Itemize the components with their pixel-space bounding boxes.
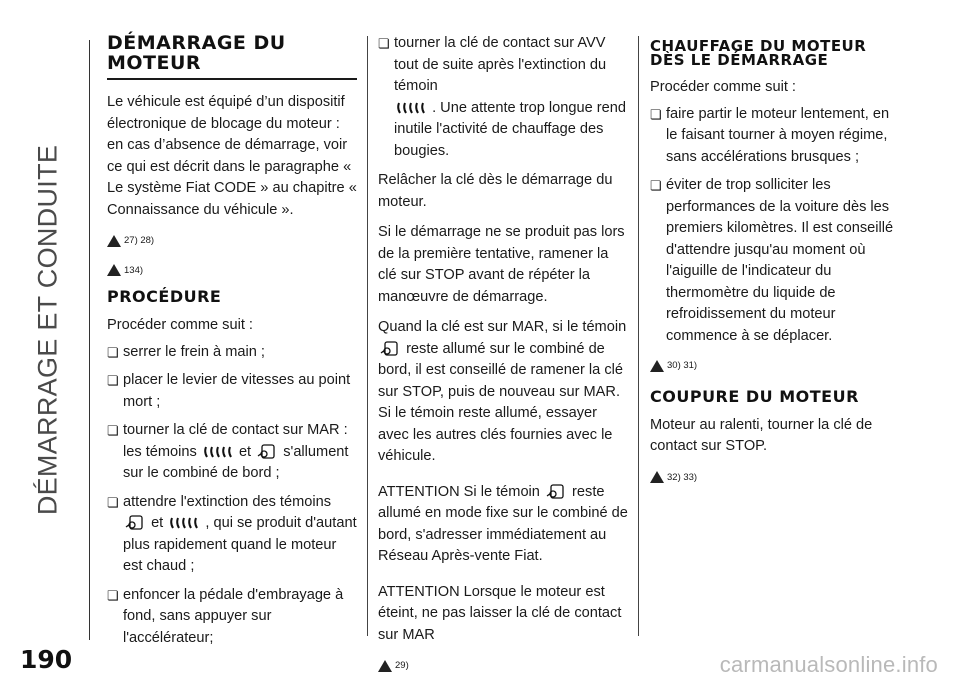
list-item: ❏ tourner la clé de contact sur MAR : les témoins et s'allument sur le combiné de bord ; xyxy=(107,420,357,485)
warmup-list xyxy=(650,104,898,348)
glow-plug-warning-icon xyxy=(203,445,233,459)
warning-triangle-icon xyxy=(107,235,121,247)
warning-ref-text: 30) 31) xyxy=(667,360,698,371)
immobilizer-key-warning-icon xyxy=(546,484,566,500)
column-3 xyxy=(650,33,898,496)
paragraph: Si le démarrage ne se produit pas lors de la première tentative, ramener la clé sur STOP avant de répéter la manœuvre de démarrage. xyxy=(378,224,625,305)
warning-triangle-icon xyxy=(650,471,664,483)
column-2 xyxy=(378,33,630,685)
immobilizer-key-warning-icon xyxy=(380,341,400,357)
intro-paragraph: Le véhicule est équipé d’un dispositif électronique de blocage du moteur : en cas d’absence de démarrage, voir ce qui est décrit dans le paragraphe « Le système Fiat CODE » au chapitre « Connaissance du véhicule ». xyxy=(107,94,357,218)
glow-plug-warning-icon xyxy=(169,516,199,530)
warning-ref-text: 27) 28) xyxy=(124,235,155,246)
warning-ref xyxy=(378,655,630,677)
warning-ref-text: 32) 33) xyxy=(667,471,698,483)
immobilizer-key-warning-icon xyxy=(125,515,145,531)
warning-triangle-icon xyxy=(107,264,121,276)
column-divider xyxy=(367,36,368,636)
paragraph: Moteur au ralenti, tourner la clé de contact sur STOP. xyxy=(650,416,873,454)
list-item: ❏ enfoncer la pédale d'embrayage à fond, sans appuyer sur l'accélérateur; xyxy=(107,585,357,650)
list-item: ❏ faire partir le moteur lentement, en le faisant tourner à moyen régime, sans accélérations brusques ; xyxy=(650,104,898,169)
procedure-list-cont xyxy=(378,33,630,162)
procedure-intro: Procéder comme suit : xyxy=(650,79,796,95)
paragraph: Relâcher la clé dès le démarrage du moteur. xyxy=(378,172,613,210)
column-divider xyxy=(638,36,639,636)
glow-plug-warning-icon xyxy=(396,101,426,115)
section-heading: DÉMARRAGE DU MOTEUR xyxy=(107,33,357,80)
warning-ref xyxy=(107,230,357,252)
list-item: ❏ tourner la clé de contact sur AVV tout de suite après l'extinction du témoin . Une attente trop longue rend inutile l'activité de chauffage des bougies. xyxy=(378,33,630,162)
attention-paragraph: ATTENTION Si le témoin reste allumé en mode fixe sur le combiné de bord, s'adresser immédiatement au Réseau Après-vente Fiat. xyxy=(378,483,628,564)
subsection-heading: CHAUFFAGE DU MOTEUR DÈS LE DÉMARRAGE xyxy=(650,37,867,69)
chapter-title: DÉMARRAGE ET CONDUITE xyxy=(32,144,63,516)
warning-ref-text: 29) xyxy=(395,660,409,671)
warning-ref xyxy=(107,260,357,282)
warning-triangle-icon xyxy=(378,660,392,672)
procedure-list xyxy=(107,342,357,650)
list-item: ❏ éviter de trop solliciter les performances de la voiture dès les premiers kilomètres. Il est conseillé d'attendre jusqu'au moment où l'aiguille de l'indicateur du thermomètre du liquide de refroidissement du moteur commence à se déplacer. xyxy=(650,175,898,347)
paragraph: Quand la clé est sur MAR, si le témoin reste allumé sur le combiné de bord, il est conseillé de ramener la clé sur STOP, puis de nouveau sur MAR. Si le témoin reste allumé, essayer avec les autres clés fournies avec le véhicule. xyxy=(378,319,627,464)
immobilizer-key-warning-icon xyxy=(257,444,277,460)
procedure-intro: Procéder comme suit : xyxy=(107,317,253,333)
attention-paragraph: ATTENTION Lorsque le moteur est éteint, ne pas laisser la clé de contact sur MAR xyxy=(378,583,622,643)
list-item: ❏ placer le levier de vitesses au point mort ; xyxy=(107,370,357,413)
warning-triangle-icon xyxy=(650,360,664,372)
warning-ref xyxy=(650,355,898,377)
warning-ref-text: 134) xyxy=(124,264,144,276)
warning-ref xyxy=(650,467,898,489)
subsection-heading: COUPURE DU MOTEUR xyxy=(650,386,859,406)
watermark: carmanualsonline.info xyxy=(719,652,938,677)
list-item: ❏ serrer le frein à main ; xyxy=(107,342,357,364)
column-1 xyxy=(107,33,357,657)
subsection-heading: PROCÉDURE xyxy=(107,287,222,306)
page-number: 190 xyxy=(20,645,73,674)
list-item: ❏ attendre l'extinction des témoins et , qui se produit d'autant plus rapidement quand le moteur est chaud ; xyxy=(107,492,357,578)
side-rule xyxy=(89,40,90,640)
